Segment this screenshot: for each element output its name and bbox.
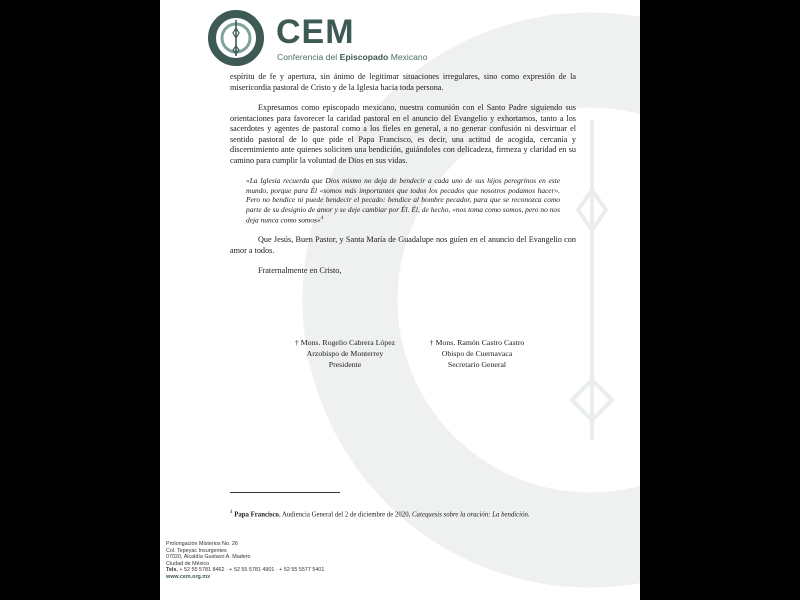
address-line: Prolongación Misterios No. 26 xyxy=(166,541,238,547)
signer-title: Arzobispo de Monterrey xyxy=(306,349,384,358)
document-page xyxy=(160,0,640,600)
watermark-crosier xyxy=(572,120,612,440)
signer-name: † Mons. Rogelio Cabrera López xyxy=(294,338,396,347)
signature-president xyxy=(280,337,410,370)
signer-name: † Mons. Ramón Castro Castro xyxy=(429,338,525,347)
quote-footnote-ref: 4 xyxy=(320,215,324,222)
closing-line: Fraternalmente en Cristo, xyxy=(258,266,342,276)
cem-logo-icon xyxy=(206,8,266,68)
signer-role: Presidente xyxy=(328,360,362,369)
paragraph-2: Expresamos como episcopado mexicano, nuestra comunión con el Santo Padre siguiendo sus orientaciones para favorecer la caridad pastoral en el anuncio del Evangelio y exhortamos, tanto a los sacerdotes y agentes de pastoral como a los fieles en general, a no generar confusión ni desvirtuar el sentido pastoral de lo que pide el Papa Francisco, es decir, una actitud de acogida, cercanía y discernimiento ante quienes soliciten una bendición, guiándoles con delicadeza, firmeza y claridad en su camino para cumplir la voluntad de Dios en sus vidas. xyxy=(230,103,576,165)
logo-acronym: CEM xyxy=(276,13,355,51)
signature-secretary xyxy=(412,337,542,370)
signer-title: Obispo de Cuernavaca xyxy=(441,349,513,358)
signer-role: Secretario General xyxy=(447,360,507,369)
address-line: Ciudad de México xyxy=(166,560,210,567)
letter-body xyxy=(230,72,576,287)
footnote: $^4$ Papa Francisco, Audiencia General del 2 de diciembre de 2020, Catequesis sobre la oración: La bendición. xyxy=(230,510,530,519)
phone-line: Tels. + 52 55 5781 8462 · + 52 55 5781 4901 · + 52 55 5577 5401 xyxy=(166,567,325,574)
logo-subtitle: Conferencia del Episcopado Mexicano xyxy=(277,52,428,62)
footnote-divider xyxy=(230,492,340,493)
paragraph-1: espíritu de fe y apertura, sin ánimo de legitimar situaciones irregulares, sino como expresión de la misericordia pastoral de Cristo y de la Iglesia hacia toda persona. xyxy=(230,72,576,92)
quote-block: «La Iglesia recuerda que Dios mismo no deja de bendecir a cada uno de sus hijos peregrinos en este mundo, porque para Él «somos más importantes que todos los pecados que nosotros podamos hacer». Pero no bendice ni puede bendecir el pecado: bendice al hombre pecador, para que se reconozca como parte de su designio de amor y se deje cambiar por Él. Él, de hecho, «nos toma como somos, pero no nos deja nunca como somos»$^4$ xyxy=(246,176,560,225)
cem-logo xyxy=(206,8,456,68)
address-line: 07020, Alcaldía Gustavo A. Madero xyxy=(166,554,251,561)
address-line: Col. Tepeyac Insurgentes xyxy=(166,547,227,554)
address-block xyxy=(166,541,324,581)
paragraph-3: Que Jesús, Buen Pastor, y Santa María de Guadalupe nos guíen en el anuncio del Evangelio con amor a todos. xyxy=(230,235,576,255)
footnote-author: Papa Francisco xyxy=(234,511,279,519)
website-link[interactable]: www.cem.org.mx xyxy=(166,573,211,580)
